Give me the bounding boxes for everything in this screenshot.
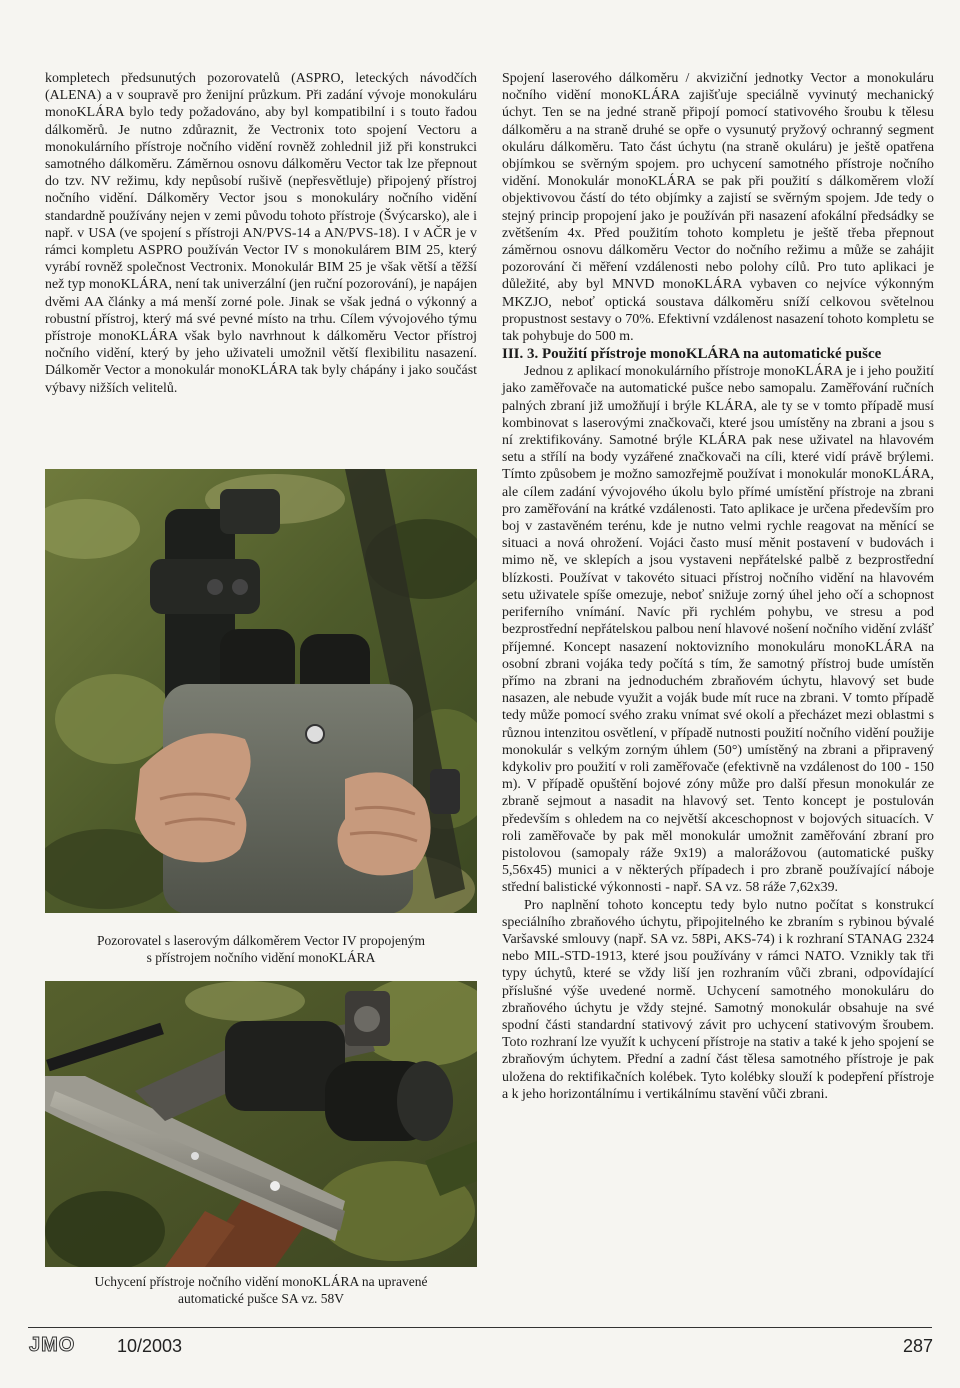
page-number: 287 <box>902 1336 933 1356</box>
caption-line: s přístrojem nočního vidění monoKLÁRA <box>146 950 376 965</box>
issue-number: 10/2003 <box>117 1336 183 1356</box>
caption-line: Uchycení přístroje nočního vidění monoKLÁRA na upravené <box>94 1274 428 1289</box>
right-intro-paragraph: Spojení laserového dálkoměru / akviziční jednotky Vector a monokuláru nočního vidění monoKLÁRA zajišťuje speciálně vyvinutý mechanický úchyt. Ten se na jedné straně připojí pomocí stativového šroubu k tělesu dálkoměru a na straně druhé se opře o vysunutý pryžový ochranný segment okuláru dálkoměru. Tato část úchytu (na straně okuláru) je ještě opatřena objímkou se svěrným spojem. pro uchycení samotného přístroje nočního vidění. Monokulár monoKLÁRA se pak při použití s dálkoměrem vloží objektivovou částí do této objímky a zajistí se svěrným spojem. Jde tedy o stejný princip propojení jako je používán při nasazení afokální předsádky se zvětšením 4x. Před použitím tohoto kompletu je ještě třeba přepnout záměrnou osnovu dálkoměru Vector do nočního režimu a může se zahájit pozorování či měření vzdálenosti nebo polohy cílů. Pro tuto aplikaci je důležité, aby byl MNVD monoKLÁRA vybaven co nejvíce výkonným MKZJO, neboť optická soustava dálkoměru sníží celkovou světelnou propustnost sestavy o 70%. Efektivní vzdálenost nasazení tohoto kompletu se tak pohybuje do 500 m. <box>502 71 934 345</box>
section-paragraph: Jednou z aplikací monokulárního přístroje monoKLÁRA je i jeho použití jako zaměřovače na automatické pušce nebo samopalu. Zaměřování ručních palných zbraní již umožňují i brýle KLÁRA, ale ty se v tomto případě musí kombinovat s laserovými značkovači, které jsou umístěny na zbrani a jsou s ní zrektifikovány. Samotné brýle KLÁRA pak nese uživatel na hlavovém setu a střílí na body vyzářené značkovači na cíli, které vidí právě brýlemi. Tímto způsobem je možno samozřejmě používat i monokulár monoKLÁRA, ale cílem zadání vývojového úkolu bylo přímé umístění přístroje na zbrani pro zaměřování na krátké vzdálenosti. Tato aplikace je určena především pro boj v zastavěném terénu, kde je nutno velmi rychle reagovat na měnící se situaci a nová ohrožení. Vojáci často musí měnit postavení v budovách i mimo ně, ve sklepích a jsou vystaveni nepřátelské palbě z bezprostřední blízkosti. Používat v takovéto situaci přístroj nočního vidění na hlavovém setu uživatele spíše omezuje, neboť snižuje zorný úhel jeho očí a schopnost periferního vnímání. Navíc při rychlém pohybu, ve stresu a pod bezprostřední nepřátelskou palbou není hlavové nošení nočního vidění zvlášť příjemné. Koncept nasazení noktovizního monokuláru monoKLÁRA na osobní zbrani vojáka tedy počítá s tím, že samotný přístroj bude umístěn přímo na zbrani na jednoduchém zbraňovém úchytu, hlavový set bude nasazen, ale nebude využit a voják bude mít ruce na zbrani. V tomto případě tedy může pomocí svého zraku vnímat své okolí a přecházet mezi oblastmi s různou intenzitou osvětlení, v případě nutnosti použití nočního vidění použije monokulár s velkým zorným úhlem (50°) umístěný na zbrani a připravený kdykoliv pro použití v roli zaměřovače (efektivně na vzdálenost do 100 - 150 m). V případě opuštění bojové zóny může pro další přesun monokulár ze zbraně sejmout a nasadit na hlavový set. Tento koncept je postulován především s ohledem na co největší akceschopnost v bojových situacích. V roli zaměřovače by pak měl monokulár umožnit zaměřování zbraní pro pistolovou (samopaly ráže 9x19) a malorážovou (automatické pušky 5,56x45) munici a v některých případech i pro zbraně používající náboje střední balistické výkonnosti - např. SA vz. 58 ráže 7,62x39. <box>502 364 934 896</box>
caption-line: automatické pušce SA vz. 58V <box>177 1291 345 1306</box>
footer-divider <box>28 1327 932 1328</box>
section-heading: III. 3. Použití přístroje monoKLÁRA na automatické pušce <box>502 346 882 363</box>
right-column <box>502 70 934 1103</box>
section-paragraph: Pro naplnění tohoto konceptu tedy bylo nutno počítat s konstrukcí speciálního zbraňového úchytu, připojitelného ke zbraním s rybinou bývalé Varšavské smlouvy (např. SA vz. 58Pi, AKS-74) i k rozhraní STANAG 2324 nebo MIL-STD-1913, které jsou používány v rámci NATO. Vznikly tak tři typy úchytů, které se vždy liší jen rozhraním vůči zbrani, odpovídající příslušné výše uvedené normě. Uchycení samotného monokuláru do zbraňového úchytu je vždy stejné. Samotný monokulár obsahuje na své spodní části standardní stativový závit pro uchycení stativovým šroubem. Toto rozhraní lze využít k uchycení přístroje na stativ a také k jeho spojení se zbraňovým úchytem. Přední a zadní část tělesa samotného přístroje je pak uložena do rektifikačních kolébek. Tyto kolébky slouží k podepření přístroje a k jeho horizontálnímu i vertikálnímu stavění vůči zbrani. <box>502 897 934 1102</box>
left-paragraph: kompletech předsunutých pozorovatelů (ASPRO, leteckých návodčích (ALENA) a v soupravě pro ženijní průzkum. Při zadání vývoje monokuláru monoKLÁRA bylo tedy požadováno, aby byl kompatibilní i s touto řadou dálkoměrů. Je nutno zdůraznit, že Vectronix toto spojení Vectoru a monokulárního přístroje nočního vidění rovněž zohlednil již při konstrukci samotného dálkoměru. Záměrnou osnovu dálkoměru Vector tak lze přepnout do tzv. NV režimu, kdy nepůsobí rušivě (nepřesvětluje) připojený přístroj nočního vidění. Dálkoměry Vector jsou s monokuláry nočního vidění standardně používány nejen v zemi původu tohoto přístroje (Švýcarsko), ale i např. v USA (ve spojení s přístroji AN/PVS-14 a AN/PVS-18). I v AČR je v rámci kompletu ASPRO používán Vector IV s monokulárem BIM 25, který vyrábí rovněž společnost Vectronix. Monokulár BIM 25 je však větší a těžší než typ monoKLÁRA, není tak univerzální (jen ruční pozorování), je napájen dvěmi AA články a má menší zorné pole. Jinak se však jedná o výkonný a robustní přístroj, který má své pevné místo na trhu. Cílem vývojového týmu přístroje monoKLÁRA však bylo navrhnout k dálkoměru Vector přístroj nočního vidění, který by jeho uživateli umožnil větší flexibilitu nasazení. Dálkoměr Vector a monokulár monoKLÁRA tak byly chápány i jako součást výbavy nižších velitelů. <box>45 71 478 396</box>
magazine-logo: JMO <box>29 1334 76 1356</box>
left-column <box>45 70 477 397</box>
caption-line: Pozorovatel s laserovým dálkoměrem Vector IV propojeným <box>97 933 425 948</box>
photo-monocular-on-rifle <box>45 981 477 1267</box>
photo-2-caption <box>45 1273 477 1307</box>
photo-observer-with-rangefinder <box>45 469 477 913</box>
photo-1-caption <box>45 932 477 966</box>
